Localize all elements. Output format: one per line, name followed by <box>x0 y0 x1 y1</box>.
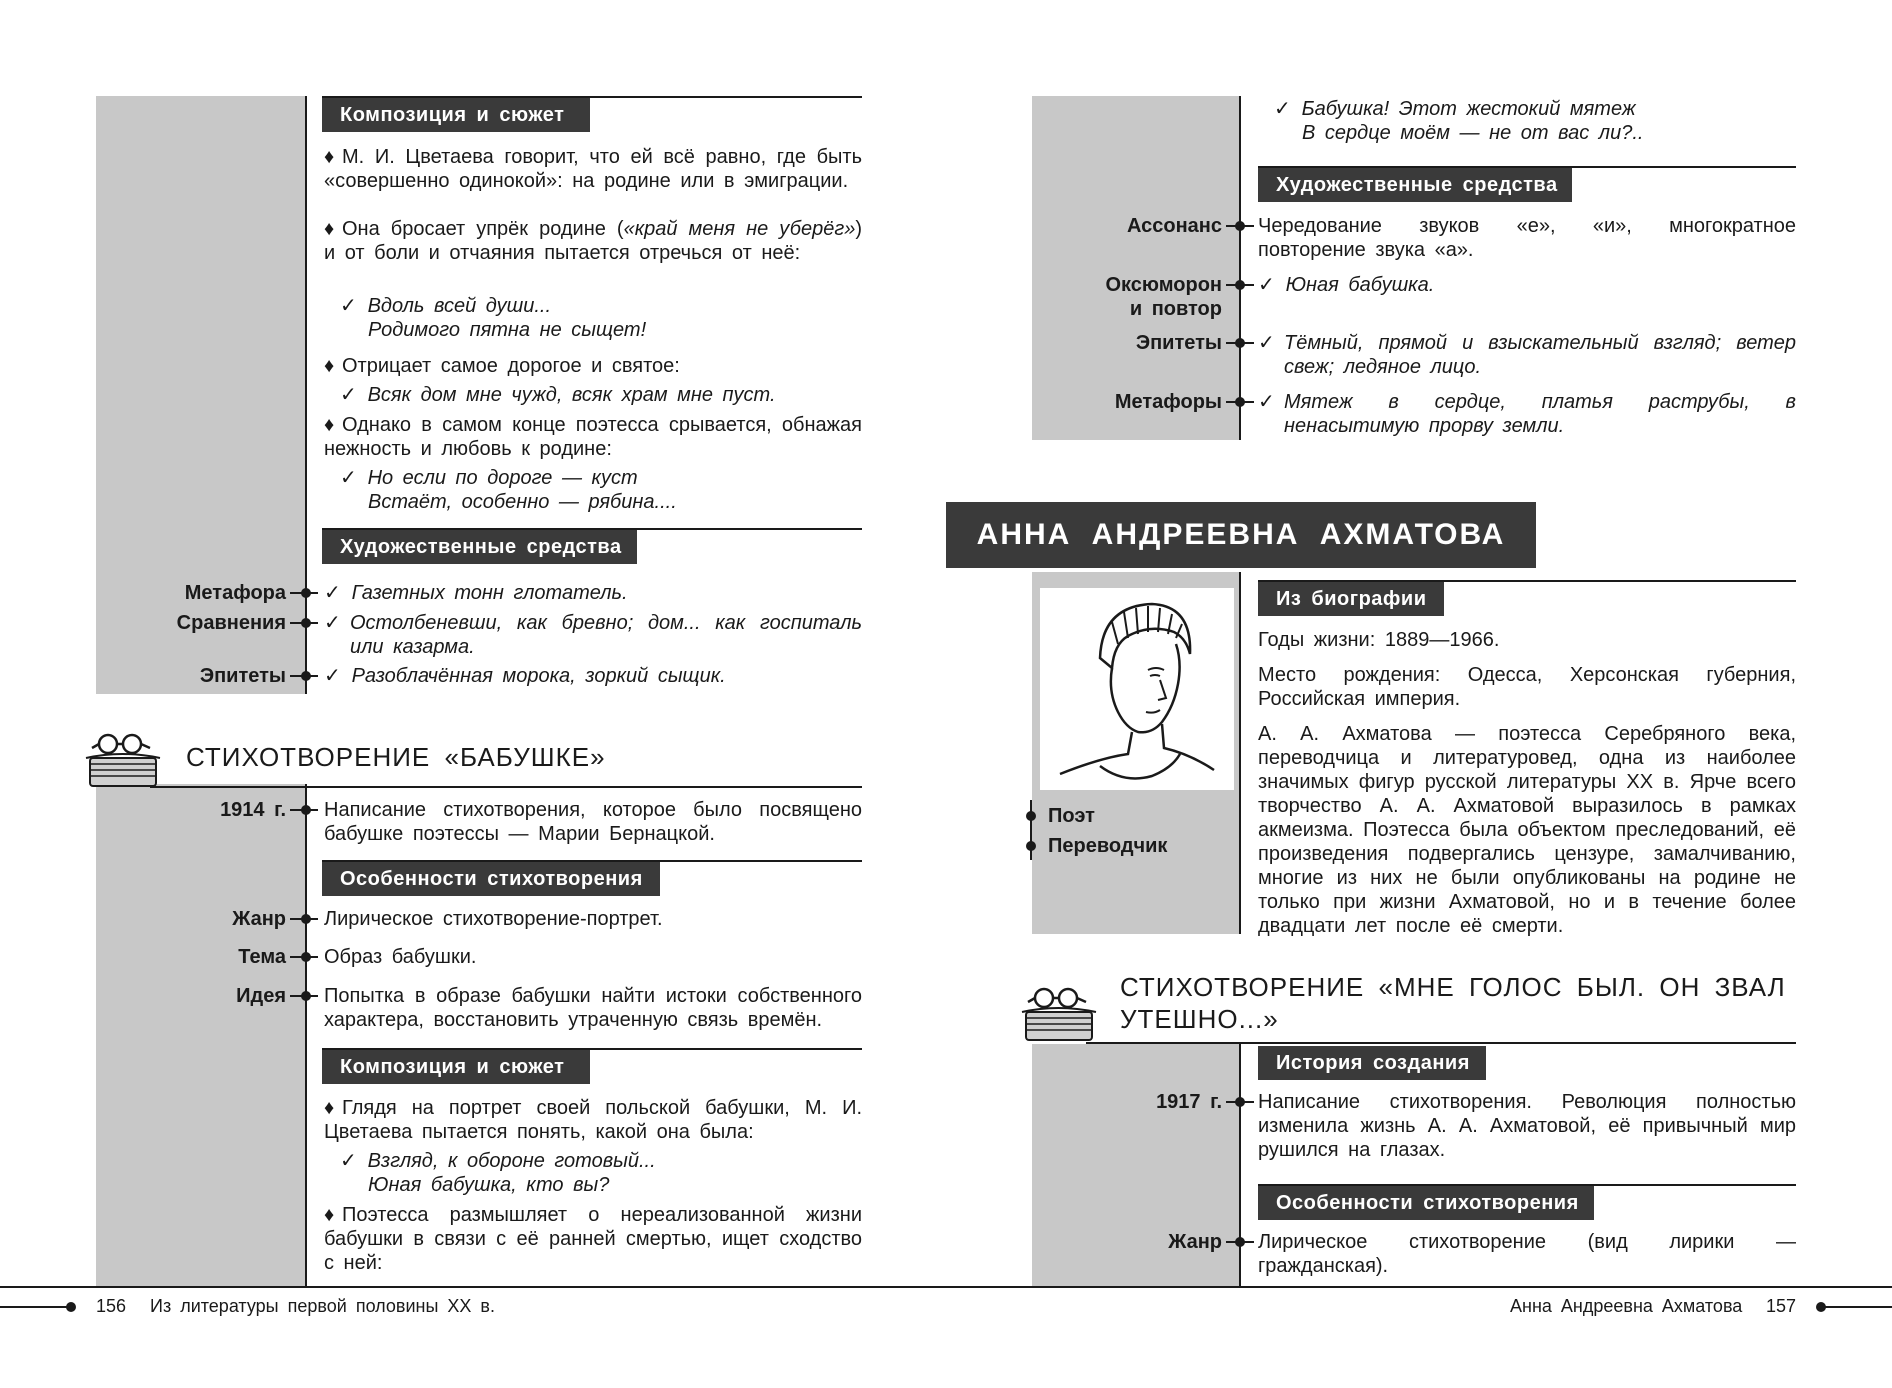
term-text: ✓ Юная бабушка. <box>1258 274 1435 296</box>
timeline-dot <box>1235 397 1245 407</box>
term-label: Сравнения <box>176 612 286 634</box>
paragraph: ♦ Однако в самом конце поэтесса срывается, обнажая нежность и любовь к родине: <box>324 414 862 460</box>
paragraph: ♦ М. И. Цветаева говорит, что ей всё равно, где быть «совершенно одинокой»: на родине или в эмиграции. <box>324 146 862 192</box>
right-timeline-bottom <box>1239 1044 1241 1286</box>
quote-line: ✓ Вдоль всей души... <box>340 295 552 317</box>
term-text: ✓ Газетных тонн глотатель. <box>324 582 628 604</box>
check-icon: ✓ <box>340 467 357 489</box>
paragraph: ♦ Она бросает упрёк родине («край меня не уберёг») и от боли и отчаяния пытается отречься от неё: <box>324 218 862 264</box>
portrait-frame <box>1040 588 1234 790</box>
check-icon: ✓ <box>1258 391 1275 413</box>
timeline-dot <box>301 805 311 815</box>
year-label: 1917 г. <box>1156 1091 1222 1113</box>
section-title-features: Особенности стихотворения <box>1258 1186 1594 1220</box>
paragraph: ♦ Отрицает самое дорогое и святое: <box>324 355 680 377</box>
right-timeline-bio <box>1239 572 1241 934</box>
term-label: Оксюморон <box>1105 274 1222 296</box>
bio-text: А. А. Ахматова — поэтесса Серебряного века, переводчица и литературовед, одна из наиболее значимых фигур русской литературы XX в. Ярче всего творчество А. А. Ахматовой выразилось в рамках акмеизма. Поэтесса была объектом преследований, её произведения подвергались цензуре, замалчиванию, многие из них не были опубликованы на родине не только при жизни Ахматовой, но и в течение более двадцати лет после её смерти. <box>1258 723 1796 937</box>
role-line <box>1030 800 1032 860</box>
book-glasses-icon <box>84 728 162 790</box>
paragraph: ♦ Глядя на портрет своей польской бабушки, М. И. Цветаева пытается понять, какой она была: <box>324 1097 862 1143</box>
running-title: Анна Андреевна Ахматова <box>1510 1296 1743 1316</box>
term-label: Ассонанс <box>1126 215 1222 237</box>
book-glasses-icon <box>1020 982 1098 1044</box>
year-text: Написание стихотворения, которое было посвящено бабушке поэтессы — Марии Бернацкой. <box>324 799 862 845</box>
page-number: 156 <box>96 1296 127 1316</box>
right-gray-column-top <box>1032 96 1240 440</box>
term-text: Попытка в образе бабушки найти истоки собственного характера, восстановить утраченную связь времён. <box>324 985 862 1031</box>
check-icon: ✓ <box>324 612 341 634</box>
term-label: Эпитеты <box>199 665 286 687</box>
year-text: Написание стихотворения. Революция полностью изменила жизнь А. А. Ахматовой, её привычный мир рушился на глазах. <box>1258 1091 1796 1161</box>
divider <box>150 786 862 788</box>
section-title-features: Особенности стихотворения <box>322 862 660 896</box>
timeline-dot <box>1235 280 1245 290</box>
footer-dot <box>66 1302 76 1312</box>
timeline-dot <box>1235 1097 1245 1107</box>
poem-heading-line2: УТЕШНО...» <box>1120 1004 1279 1034</box>
bio-birthplace: Место рождения: Одесса, Херсонская губерния, Российская империя. <box>1258 664 1796 710</box>
role-label: Переводчик <box>1048 835 1168 857</box>
term-label: Метафоры <box>1114 391 1222 413</box>
timeline-dot <box>1235 221 1245 231</box>
section-title-bio: Из биографии <box>1258 582 1444 616</box>
diamond-bullet-icon: ♦ <box>324 146 335 168</box>
check-icon: ✓ <box>1274 98 1291 120</box>
term-label: Метафора <box>184 582 286 604</box>
check-icon: ✓ <box>340 1150 357 1172</box>
term-label: Жанр <box>1168 1231 1222 1253</box>
term-text: ✓ Разоблачённая морока, зоркий сыщик. <box>324 665 726 687</box>
footer-line <box>946 1286 1892 1288</box>
check-icon: ✓ <box>340 384 357 406</box>
term-label-line2: и повтор <box>1129 298 1222 320</box>
poem-heading: СТИХОТВОРЕНИЕ «БАБУШКЕ» <box>186 742 606 772</box>
term-label: Эпитеты <box>1135 332 1222 354</box>
check-icon: ✓ <box>1258 332 1275 354</box>
quote-line: Встаёт, особенно — рябина.... <box>368 491 677 513</box>
diamond-bullet-icon: ♦ <box>324 414 335 436</box>
section-title-composition: Композиция и сюжет <box>322 1050 590 1084</box>
running-title: Из литературы первой половины XX в. <box>150 1296 495 1316</box>
portrait-illustration <box>1040 588 1234 790</box>
diamond-bullet-icon: ♦ <box>324 218 335 240</box>
quote-line: ✓ Бабушка! Этот жестокий мятеж <box>1274 98 1636 120</box>
author-banner: АННА АНДРЕЕВНА АХМАТОВА <box>946 502 1536 568</box>
term-label: Идея <box>236 985 286 1007</box>
check-icon: ✓ <box>340 295 357 317</box>
footer-pointer-line <box>1820 1306 1892 1308</box>
quote-line: ✓ Но если по дороге — куст <box>340 467 638 489</box>
section-title-means: Художественные средства <box>322 530 637 564</box>
timeline-dot <box>1235 338 1245 348</box>
term-text: Образ бабушки. <box>324 946 477 968</box>
diamond-bullet-icon: ♦ <box>324 1097 335 1119</box>
timeline-dot <box>301 618 311 628</box>
diamond-bullet-icon: ♦ <box>324 1204 335 1226</box>
quote-line: ✓ Всяк дом мне чужд, всяк храм мне пуст. <box>340 384 776 406</box>
year-label: 1914 г. <box>220 799 286 821</box>
quote-line: Юная бабушка, кто вы? <box>368 1174 610 1196</box>
left-timeline-top <box>305 96 307 694</box>
check-icon: ✓ <box>324 665 341 687</box>
section-title-history: История создания <box>1258 1046 1486 1080</box>
section-title-composition: Композиция и сюжет <box>322 98 590 132</box>
quote-line: ✓ Взгляд, к обороне готовый... <box>340 1150 656 1172</box>
timeline-dot <box>1235 1237 1245 1247</box>
page-number: 157 <box>1766 1296 1797 1316</box>
check-icon: ✓ <box>1258 274 1275 296</box>
timeline-dot <box>301 914 311 924</box>
left-gray-column-bottom <box>96 784 306 1286</box>
quote-line: В сердце моём — не от вас ли?.. <box>1302 122 1644 144</box>
term-text: Лирическое стихотворение (вид лирики — гражданская). <box>1258 1231 1796 1277</box>
term-text: ✓ Тёмный, прямой и взыскательный взгляд; ветер свеж; ледяное лицо. <box>1258 332 1796 378</box>
term-label: Тема <box>238 946 286 968</box>
quote-line: Родимого пятна не сыщет! <box>368 319 647 341</box>
diamond-bullet-icon: ♦ <box>324 355 335 377</box>
right-timeline-top <box>1239 96 1241 440</box>
timeline-dot <box>301 991 311 1001</box>
timeline-dot <box>301 952 311 962</box>
footer-pointer-line <box>0 1306 72 1308</box>
term-text: ✓ Мятеж в сердце, платья раструбы, в ненасытимую прорву земли. <box>1258 391 1796 437</box>
footer-line <box>0 1286 946 1288</box>
term-label: Жанр <box>232 908 286 930</box>
role-label: Поэт <box>1048 805 1095 827</box>
paragraph: ♦ Поэтесса размышляет о нереализованной жизни бабушки в связи с её ранней смертью, ищет сходство с ней: <box>324 1204 862 1274</box>
section-title-means: Художественные средства <box>1258 168 1572 202</box>
left-timeline-bottom <box>305 784 307 1286</box>
poem-heading-line1: СТИХОТВОРЕНИЕ «МНЕ ГОЛОС БЫЛ. ОН ЗВАЛ <box>1120 972 1786 1002</box>
timeline-dot <box>301 588 311 598</box>
timeline-dot <box>301 671 311 681</box>
term-text: Чередование звуков «е», «и», многократное повторение звука «а». <box>1258 215 1796 261</box>
term-text: Лирическое стихотворение-портрет. <box>324 908 663 930</box>
check-icon: ✓ <box>324 582 341 604</box>
term-text: ✓ Остолбеневши, как бревно; дом... как госпиталь или казарма. <box>324 612 862 658</box>
bio-years: Годы жизни: 1889—1966. <box>1258 629 1500 651</box>
